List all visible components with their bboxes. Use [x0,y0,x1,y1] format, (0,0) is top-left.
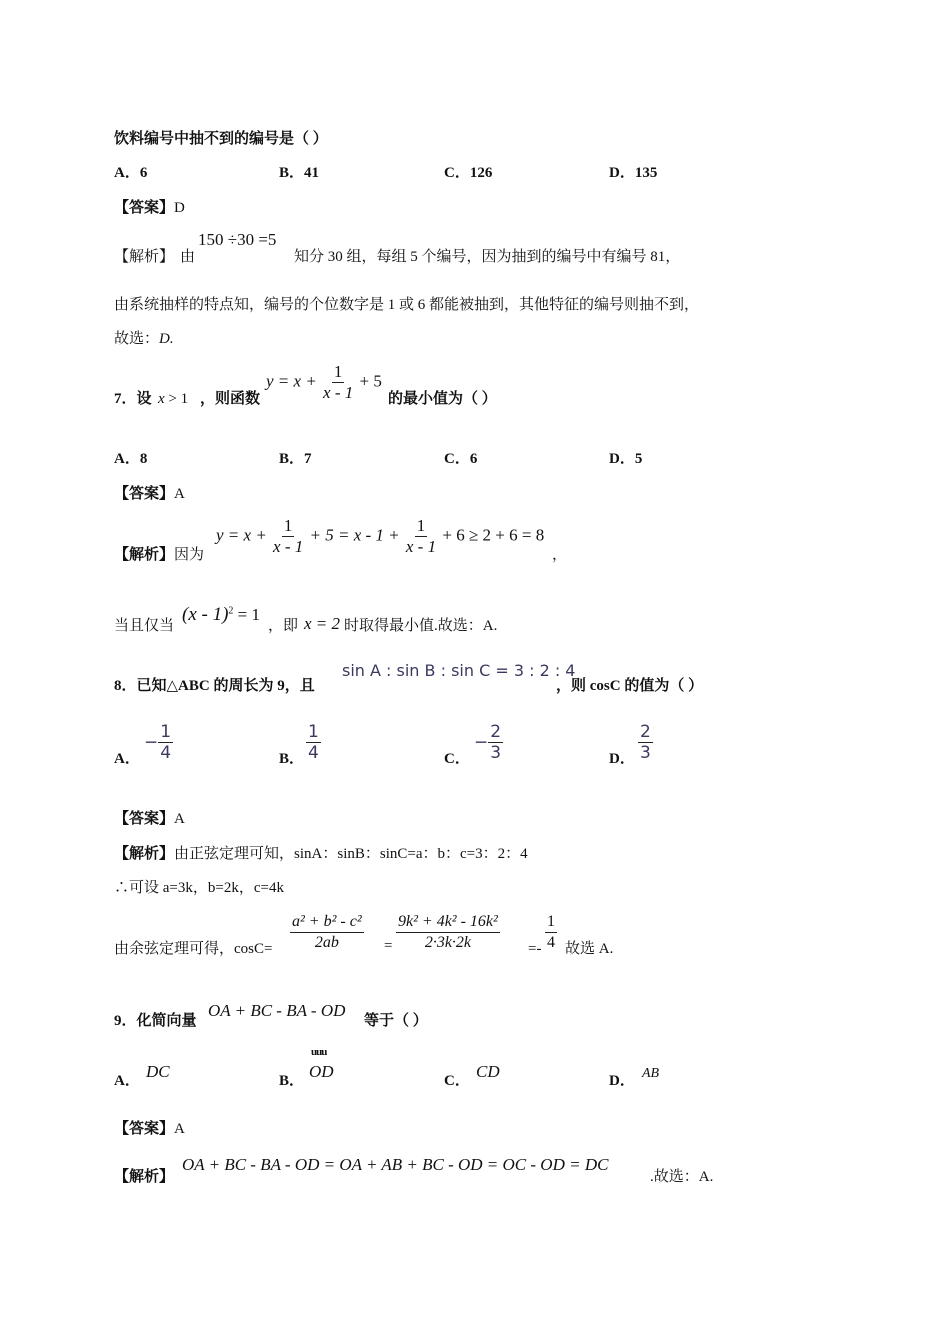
fraction-numerator: 1 [308,722,319,742]
answer-value: D [174,200,185,216]
q7-function [266,362,382,403]
q7-option-a: A．8 [114,451,148,467]
q8-analysis-line2: ∴可设 a=3k，b=2k，c=4k [114,880,284,896]
q9-answer [114,1120,185,1138]
q9-tail: 等于（ ） [364,1013,428,1029]
q9-option-b-label: B． [279,1073,305,1089]
q8-line3-post: 故选 A. [565,941,614,957]
q8-analysis [114,845,528,863]
q6-analysis-post: 知分 30 组，每组 5 个编号，因为抽到的编号中有编号 81， [294,249,681,265]
q6-option-a: A．6 [114,165,148,181]
q7-tail: 的最小值为（ ） [388,391,497,407]
q8-number: 8．已知△ABC 的周长为 9，且 [114,678,315,694]
q7-eq-x: x = 2 [304,614,341,633]
analysis-label: 【解析】 [114,547,175,563]
q7-analysis-pre: 因为 [174,547,205,563]
fraction-denominator: 2ab [314,934,339,951]
answer-label: 【答案】 [114,1121,175,1137]
fraction-denominator: 4 [547,934,555,951]
formula-part-a: y = x + [216,525,267,545]
q7-eq-pre: 当且仅当 [114,618,175,634]
q6-option-d: D．135 [609,165,658,181]
q6-option-c: C．126 [444,165,493,181]
q7-answer [114,485,185,503]
q7-option-b: B．7 [279,451,312,467]
q9-option-b-value: OD [309,1062,334,1081]
q6-analysis-line3 [114,330,174,348]
fraction-numerator: 1 [416,516,426,535]
formula-fraction-1 [271,516,305,557]
answer-value: A [174,811,185,827]
fraction-denominator: 4 [308,743,319,763]
answer-value: A [174,1121,185,1137]
q7-func-lhs: y = x + [266,371,317,391]
q7-analysis-comma: ， [552,547,568,563]
q8-option-a-label: A． [114,751,140,767]
q7-func-tail: + 5 [359,371,382,391]
fraction-denominator: 4 [160,743,172,763]
q6-formula: 150 ÷30 =5 [198,230,277,249]
q8-option-c-label: C． [444,751,470,767]
q7-number: 7．设 [114,391,152,407]
option-sign: − [474,732,489,753]
fraction-denominator: 3 [640,743,651,763]
fraction-denominator: x - 1 [405,537,437,556]
q9-analysis-post: .故选：A. [650,1169,714,1185]
answer-label: 【答案】 [114,200,175,216]
fraction-denominator: x - 1 [323,383,354,402]
q8-ratio: sin A : sin B : sin C = 3 : 2 : 4 [342,661,576,680]
fraction-numerator: 1 [545,912,557,933]
eq-rhs: = 1 [233,605,261,624]
q7-cond-rest: > 1 [164,391,189,407]
q8-option-d-value [638,722,653,763]
q8-cos-frac1 [290,912,364,953]
q9-option-d-label: D． [609,1073,635,1089]
q7-eq-mid: ，即 [268,618,299,634]
fraction-numerator: 2 [640,722,651,742]
q7-condition [158,390,188,408]
q7-analysis-formula [216,516,544,557]
q6-option-b: B．41 [279,165,320,181]
q7-option-d: D．5 [609,451,643,467]
q7-eq-post: 时取得最小值.故选：A. [344,618,498,634]
q6-analysis-label: 【解析】 [114,249,175,265]
q7-cond-var: x [158,391,165,407]
eq-exponent: 2 [228,605,234,617]
vector-arrow-icon: uuu [311,1046,327,1058]
formula-part-b: + 5 = x - 1 + [309,525,400,545]
q8-option-b-value [306,722,321,763]
fraction-numerator: 1 [160,722,172,742]
q8-option-c-value [474,722,503,763]
fraction-numerator: 1 [333,362,343,381]
q8-option-d-label: D． [609,751,635,767]
q7-eq-expr [182,604,260,626]
q8-analysis-text: 由正弦定理可知，sinA：sinB：sinC=a：b：c=3：2：4 [174,846,528,862]
q9-option-c-value: CD [476,1062,500,1081]
q7-mid: ，则函数 [200,391,261,407]
q8-answer [114,810,185,828]
eq-expression: (x - 1) [182,604,229,625]
fraction-denominator: 2·3k·2k [424,934,472,951]
q6-analysis-line2: 由系统抽样的特点知，编号的个位数字是 1 或 6 都能被抽到，其他特征的编号则抽不到， [114,297,700,313]
fraction-numerator: 1 [283,516,293,535]
q9-option-a-value: DC [146,1062,170,1081]
q8-option-b-label: B． [279,751,305,767]
q6-line3-pre: 故选： [114,331,160,347]
q7-analysis [114,546,204,564]
q9-number: 9．化简向量 [114,1013,197,1029]
q6-line3-choice: D. [159,331,174,347]
q7-func-fraction [321,362,355,403]
q8-cos-frac2 [396,912,500,953]
answer-label: 【答案】 [114,811,175,827]
option-sign: − [144,732,159,753]
q8-eq1: = [384,938,393,954]
q6-stem-tail: 饮料编号中抽不到的编号是（ ） [114,131,328,147]
q6-analysis-pre: 由 [180,249,196,265]
q9-analysis-label: 【解析】 [114,1169,175,1185]
fraction-denominator: x - 1 [273,537,304,556]
q9-option-a-label: A． [114,1073,140,1089]
fraction-denominator: 3 [490,743,502,763]
fraction-numerator: a² + b² - c² [290,912,364,933]
q8-option-a-value [144,722,173,763]
q9-analysis-expression: OA + BC - BA - OD = OA + AB + BC - OD = OC - OD = DC [182,1155,609,1174]
q9-option-d-value: AB [642,1066,660,1081]
q9-expression: OA + BC - BA - OD [208,1001,346,1020]
formula-part-c: + 6 ≥ 2 + 6 = 8 [442,525,545,545]
q9-option-c-label: C． [444,1073,470,1089]
q6-answer [114,199,185,217]
answer-label: 【答案】 [114,486,175,502]
q7-option-c: C．6 [444,451,478,467]
fraction-numerator: 9k² + 4k² - 16k² [396,912,500,933]
formula-fraction-2 [404,516,438,557]
analysis-label: 【解析】 [114,846,175,862]
answer-value: A [174,486,185,502]
q8-line3-pre: 由余弦定理可得，cosC= [114,941,273,957]
fraction-numerator: 2 [490,722,502,742]
q8-cos-frac3 [545,912,557,953]
q8-eq2: =- [528,941,542,957]
q8-tail: ，则 cosC 的值为（ ） [556,678,704,694]
